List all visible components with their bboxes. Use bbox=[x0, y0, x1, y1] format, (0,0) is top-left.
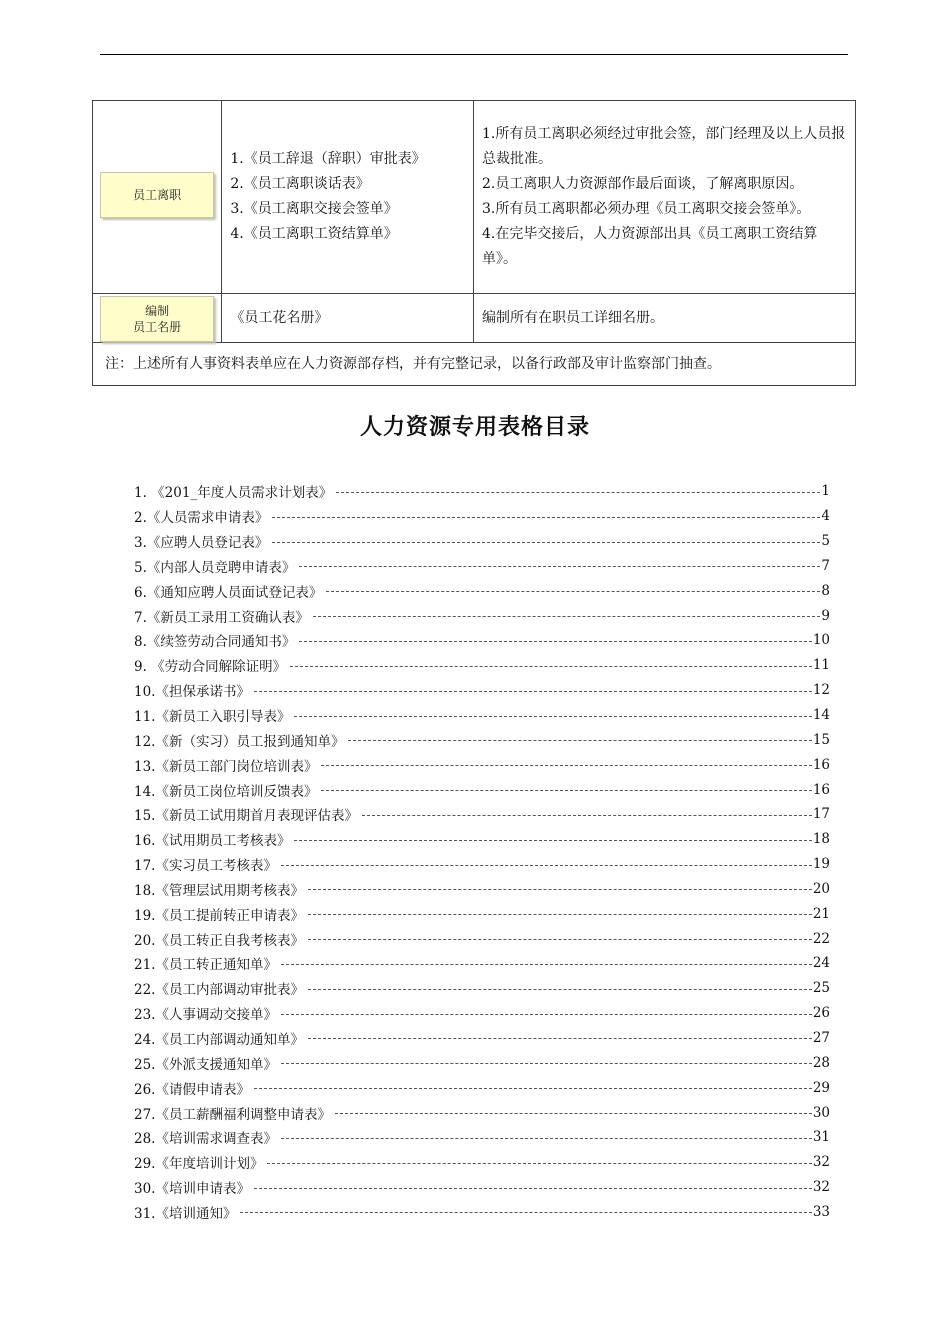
toc-entry-label: 14.《新员工岗位培训反馈表》 bbox=[134, 783, 318, 800]
toc-entry-label: 27.《员工薪酬福利调整申请表》 bbox=[134, 1106, 331, 1123]
toc-entry bbox=[134, 827, 830, 852]
toc-entry-label: 10.《担保承诺书》 bbox=[134, 684, 250, 701]
table-row bbox=[93, 343, 856, 386]
toc-entry-label: 20.《员工转正自我考核表》 bbox=[134, 932, 304, 949]
toc-entry-page: 33 bbox=[812, 1203, 830, 1220]
toc-entry-page: 1 bbox=[821, 483, 830, 500]
toc-leader-line bbox=[308, 914, 812, 915]
toc-entry bbox=[134, 678, 830, 703]
toc-entry-label: 8.《续签劳动合同通知书》 bbox=[134, 634, 296, 651]
document-item: 1.《员工辞退（辞职）审批表》 bbox=[230, 151, 426, 167]
toc-entry bbox=[134, 877, 830, 902]
toc-entry bbox=[134, 1026, 830, 1051]
toc-entry bbox=[134, 1150, 830, 1175]
toc-entry-label: 15.《新员工试用期首月表现评估表》 bbox=[134, 808, 358, 825]
toc-entry-label: 5.《内部人员竞聘申请表》 bbox=[134, 559, 296, 576]
process-label: 员工离职 bbox=[133, 188, 182, 202]
toc-entry-page: 31 bbox=[812, 1129, 830, 1146]
toc-entry-page: 10 bbox=[812, 632, 830, 649]
toc-entry-label: 12.《新（实习）员工报到通知单》 bbox=[134, 733, 345, 750]
toc-leader-line bbox=[281, 865, 812, 866]
toc-entry-page: 24 bbox=[812, 955, 830, 972]
toc-entry-label: 17.《实习员工考核表》 bbox=[134, 858, 277, 875]
toc-leader-line bbox=[308, 989, 812, 990]
toc-leader-line bbox=[290, 666, 812, 667]
toc-leader-line bbox=[299, 566, 820, 567]
toc-entry-page: 7 bbox=[821, 557, 830, 574]
requirements-cell bbox=[473, 294, 855, 343]
document-item: 《员工花名册》 bbox=[230, 309, 329, 326]
toc-entry bbox=[134, 777, 830, 802]
table-note: 注：上述所有人事资料表单应在人力资源部存档，并有完整记录，以备行政部及审计监察部门抽查。 bbox=[105, 355, 721, 372]
toc-leader-line bbox=[362, 815, 812, 816]
toc-leader-line bbox=[281, 1138, 812, 1139]
toc-entry-label: 11.《新员工入职引导表》 bbox=[134, 709, 291, 726]
toc-entry-page: 16 bbox=[812, 756, 830, 773]
toc-entry bbox=[134, 628, 830, 653]
toc-entry-page: 28 bbox=[812, 1054, 830, 1071]
toc-entry bbox=[134, 1075, 830, 1100]
toc-entry-page: 15 bbox=[812, 731, 830, 748]
toc-entry-page: 5 bbox=[821, 533, 830, 550]
process-label-line: 编制 bbox=[145, 304, 170, 318]
toc-leader-line bbox=[321, 765, 811, 766]
toc-entry-page: 19 bbox=[812, 856, 830, 873]
toc-leader-line bbox=[281, 964, 812, 965]
toc-leader-line bbox=[321, 790, 811, 791]
page-title: 人力资源专用表格目录 bbox=[359, 415, 590, 440]
toc-entry-page: 11 bbox=[812, 657, 830, 674]
toc-leader-line bbox=[308, 889, 812, 890]
toc-leader-line bbox=[254, 1188, 812, 1189]
toc-leader-line bbox=[313, 616, 821, 617]
toc-leader-line bbox=[335, 1113, 812, 1114]
toc-entry-label: 24.《员工内部调动通知单》 bbox=[134, 1031, 304, 1048]
toc-entry bbox=[134, 653, 830, 678]
toc-entry-label: 9. 《劳动合同解除证明》 bbox=[134, 659, 287, 676]
toc-list bbox=[134, 479, 830, 1224]
toc-entry-label: 1. 《201_年度人员需求计划表》 bbox=[134, 485, 333, 502]
toc-entry-label: 6.《通知应聘人员面试登记表》 bbox=[134, 584, 323, 601]
toc-entry bbox=[134, 578, 830, 603]
toc-entry-page: 16 bbox=[812, 781, 830, 798]
toc-entry-label: 30.《培训申请表》 bbox=[134, 1181, 250, 1198]
toc-entry bbox=[134, 951, 830, 976]
toc-entry bbox=[134, 727, 830, 752]
toc-entry-page: 29 bbox=[812, 1079, 830, 1096]
requirement-item: 4.在完毕交接后，人力资源部出具《员工离职工资结算单》。 bbox=[481, 226, 818, 267]
toc-leader-line bbox=[348, 740, 811, 741]
toc-entry-page: 21 bbox=[812, 905, 830, 922]
toc-leader-line bbox=[336, 492, 820, 493]
toc-leader-line bbox=[326, 591, 820, 592]
toc-entry-label: 13.《新员工部门岗位培训表》 bbox=[134, 758, 318, 775]
toc-entry-label: 3.《应聘人员登记表》 bbox=[134, 535, 269, 552]
documents-cell bbox=[222, 294, 474, 343]
toc-leader-line bbox=[294, 716, 811, 717]
requirement-item: 3.所有员工离职都必须办理《员工离职交接会签单》。 bbox=[481, 201, 811, 217]
toc-entry-page: 22 bbox=[812, 930, 830, 947]
toc-entry-label: 21.《员工转正通知单》 bbox=[134, 957, 277, 974]
process-label-line: 员工名册 bbox=[133, 320, 182, 334]
toc-leader-line bbox=[308, 939, 812, 940]
table-row bbox=[93, 294, 856, 343]
toc-entry bbox=[134, 504, 830, 529]
requirement-item: 1.所有员工离职必须经过审批会签，部门经理及以上人员报总裁批准。 bbox=[481, 126, 846, 167]
document-item: 3.《员工离职交接会签单》 bbox=[230, 201, 398, 217]
requirements-cell bbox=[473, 101, 855, 294]
process-label-cell bbox=[93, 101, 222, 294]
requirements-list bbox=[482, 122, 847, 272]
toc-entry-label: 29.《年度培训计划》 bbox=[134, 1156, 264, 1173]
toc-entry-label: 18.《管理层试用期考核表》 bbox=[134, 882, 304, 899]
toc-leader-line bbox=[299, 641, 811, 642]
toc-entry-page: 25 bbox=[812, 980, 830, 997]
toc-entry-label: 31.《培训通知》 bbox=[134, 1205, 237, 1222]
process-label-box bbox=[100, 172, 214, 218]
toc-entry-label: 7.《新员工录用工资确认表》 bbox=[134, 609, 309, 626]
toc-leader-line bbox=[254, 1088, 812, 1089]
toc-leader-line bbox=[281, 1063, 812, 1064]
toc-entry-label: 23.《人事调动交接单》 bbox=[134, 1007, 277, 1024]
toc-entry-page: 4 bbox=[821, 508, 830, 525]
toc-leader-line bbox=[240, 1212, 811, 1213]
requirement-item: 2.员工离职人力资源部作最后面谈，了解离职原因。 bbox=[481, 176, 804, 192]
toc-entry bbox=[134, 703, 830, 728]
toc-entry-page: 8 bbox=[821, 582, 830, 599]
toc-leader-line bbox=[272, 542, 820, 543]
toc-entry-page: 18 bbox=[812, 831, 830, 848]
toc-entry-label: 2.《人员需求申请表》 bbox=[134, 510, 269, 527]
toc-entry-label: 22.《员工内部调动审批表》 bbox=[134, 982, 304, 999]
toc-entry-label: 25.《外派支援通知单》 bbox=[134, 1056, 277, 1073]
toc-entry bbox=[134, 901, 830, 926]
toc-entry-page: 30 bbox=[812, 1104, 830, 1121]
toc-leader-line bbox=[294, 840, 811, 841]
toc-entry bbox=[134, 603, 830, 628]
requirement-item: 编制所有在职员工详细名册。 bbox=[481, 309, 664, 326]
toc-entry-page: 32 bbox=[812, 1154, 830, 1171]
toc-entry bbox=[134, 1050, 830, 1075]
toc-entry bbox=[134, 976, 830, 1001]
table-row bbox=[93, 101, 856, 294]
hr-process-table bbox=[92, 100, 856, 386]
toc-entry bbox=[134, 852, 830, 877]
toc-entry bbox=[134, 479, 830, 504]
toc-entry bbox=[134, 529, 830, 554]
toc-entry-page: 27 bbox=[812, 1029, 830, 1046]
note-cell bbox=[93, 343, 856, 386]
toc-entry-label: 19.《员工提前转正申请表》 bbox=[134, 907, 304, 924]
toc-entry bbox=[134, 1175, 830, 1200]
toc-entry bbox=[134, 1001, 830, 1026]
process-label-cell bbox=[93, 294, 222, 343]
toc-entry bbox=[134, 1100, 830, 1125]
process-label-box bbox=[100, 296, 214, 342]
toc-entry-page: 26 bbox=[812, 1005, 830, 1022]
documents-cell bbox=[222, 101, 474, 294]
toc-entry-page: 20 bbox=[812, 880, 830, 897]
toc-entry-label: 16.《试用期员工考核表》 bbox=[134, 833, 291, 850]
toc-entry-page: 17 bbox=[812, 806, 830, 823]
document-item: 4.《员工离职工资结算单》 bbox=[230, 226, 398, 242]
toc-leader-line bbox=[308, 1038, 812, 1039]
toc-entry-page: 32 bbox=[812, 1179, 830, 1196]
toc-entry-label: 28.《培训需求调查表》 bbox=[134, 1131, 277, 1148]
toc-entry bbox=[134, 926, 830, 951]
documents-list bbox=[230, 147, 465, 247]
toc-entry bbox=[134, 1199, 830, 1224]
toc-entry-page: 14 bbox=[812, 707, 830, 724]
toc-leader-line bbox=[272, 517, 820, 518]
toc-leader-line bbox=[267, 1163, 811, 1164]
toc-entry-page: 9 bbox=[821, 607, 830, 624]
toc-entry bbox=[134, 554, 830, 579]
document-item: 2.《员工离职谈话表》 bbox=[230, 176, 370, 192]
toc-leader-line bbox=[254, 691, 812, 692]
toc-entry-label: 26.《请假申请表》 bbox=[134, 1081, 250, 1098]
toc-leader-line bbox=[281, 1014, 812, 1015]
toc-entry bbox=[134, 1125, 830, 1150]
header-rule bbox=[100, 54, 848, 55]
toc-entry-page: 12 bbox=[812, 682, 830, 699]
toc-entry bbox=[134, 752, 830, 777]
toc-entry bbox=[134, 802, 830, 827]
